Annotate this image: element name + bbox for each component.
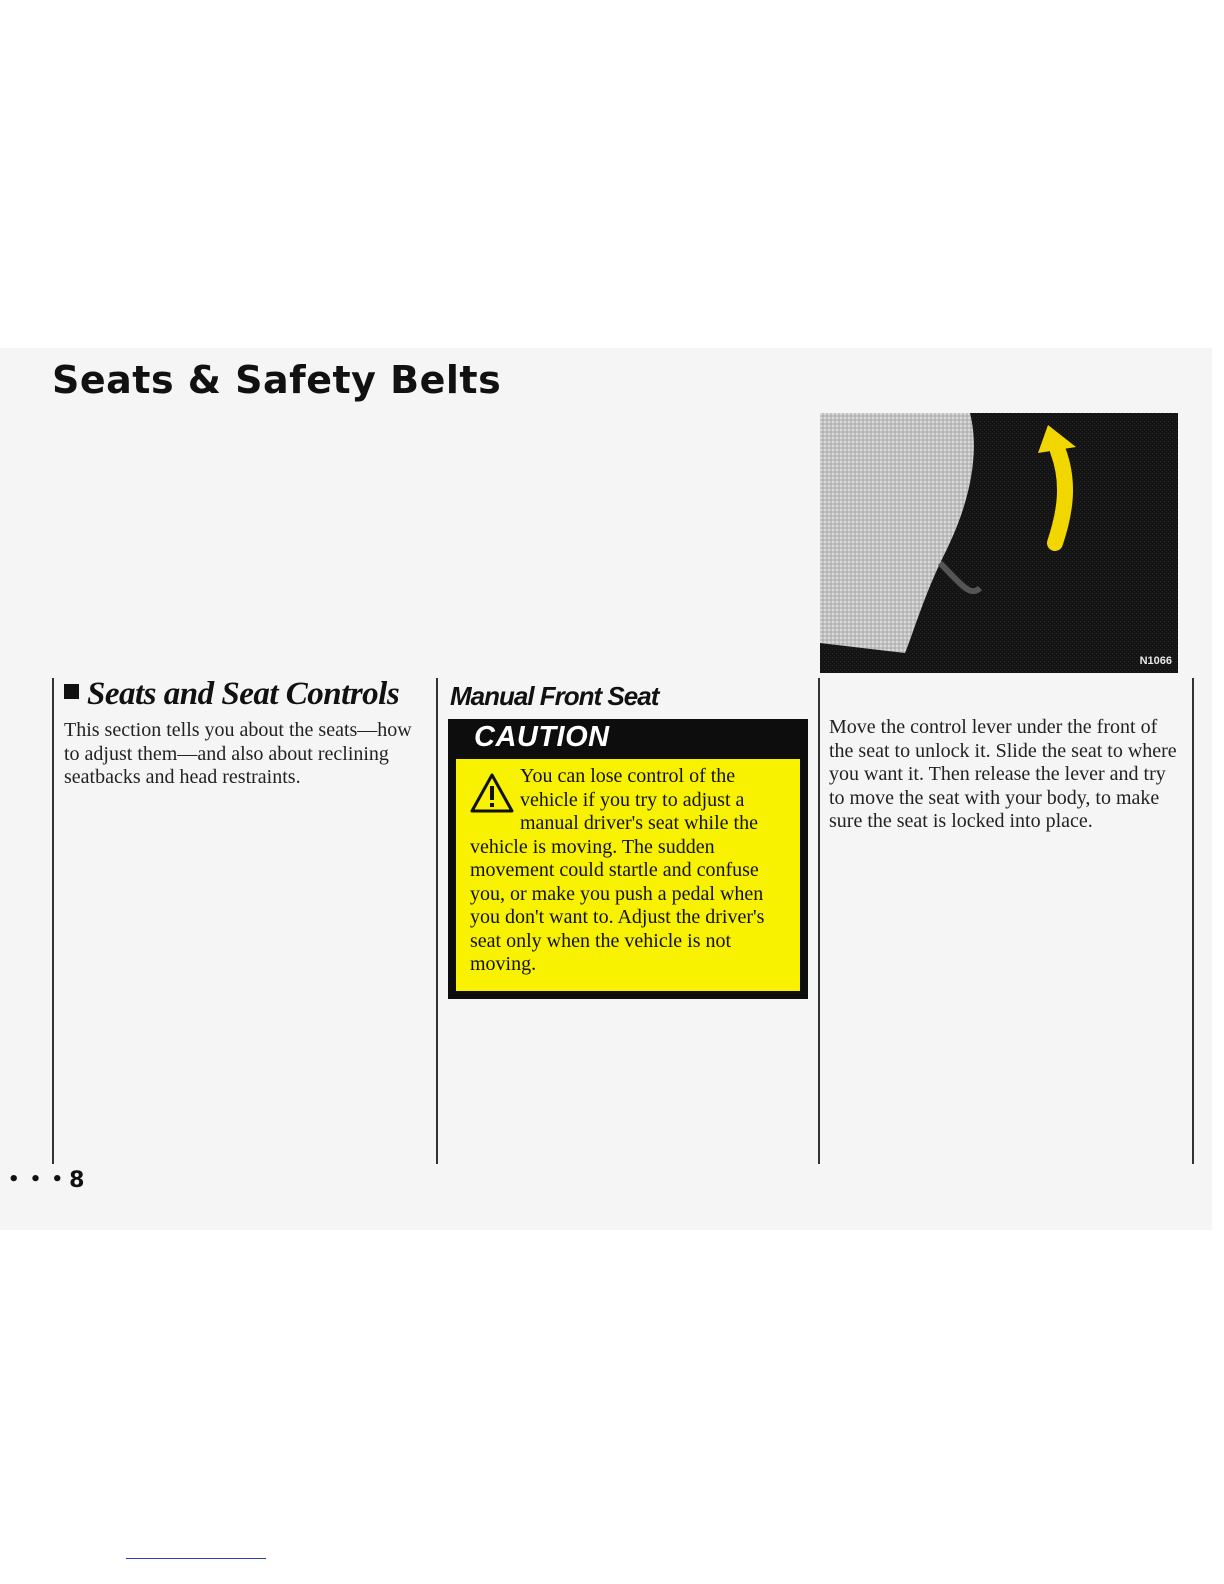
- column-rule-far-right: [1192, 678, 1194, 1164]
- bullet-square-icon: [64, 684, 79, 699]
- manual-front-seat-heading: Manual Front Seat: [450, 681, 659, 711]
- warning-triangle-icon: [470, 773, 514, 813]
- page-number-value: 8: [69, 1168, 85, 1193]
- seats-intro-text: This section tells you about the seats—how to adjust them—and also about reclining seatbacks and head restraints.: [64, 719, 412, 788]
- page-number: [8, 1168, 84, 1193]
- column-rule-right: [818, 678, 820, 1164]
- seats-controls-heading-text: Seats and Seat Controls: [87, 676, 400, 712]
- caution-box: [448, 719, 808, 999]
- section-title: Seats & Safety Belts: [52, 358, 502, 402]
- column-rule-left: [52, 678, 54, 1164]
- caution-label: CAUTION: [474, 721, 610, 753]
- seat-lever-photo: [820, 413, 1178, 673]
- seats-controls-heading: [64, 676, 399, 713]
- seat-lever-illustration: [820, 413, 1178, 673]
- footer-underline: [126, 1558, 266, 1559]
- column-rule-middle: [436, 678, 438, 1164]
- caution-text: You can lose control of the vehicle if you try to adjust a manual driver's seat while the vehicle is moving. The sudden movement could startle and confuse you, or make you push a pedal when you don't want to. Adjust the driver's seat only when the vehicle is not moving.: [470, 765, 765, 975]
- caution-body: [456, 759, 800, 991]
- photo-code: N1066: [1139, 655, 1172, 667]
- page-number-dots: • • •: [8, 1169, 66, 1190]
- seat-adjust-text: Move the control lever under the front of the seat to unlock it. Slide the seat to where you want it. Then release the lever and try to move the seat with your body, to make sure the seat is locked into place.: [829, 716, 1177, 832]
